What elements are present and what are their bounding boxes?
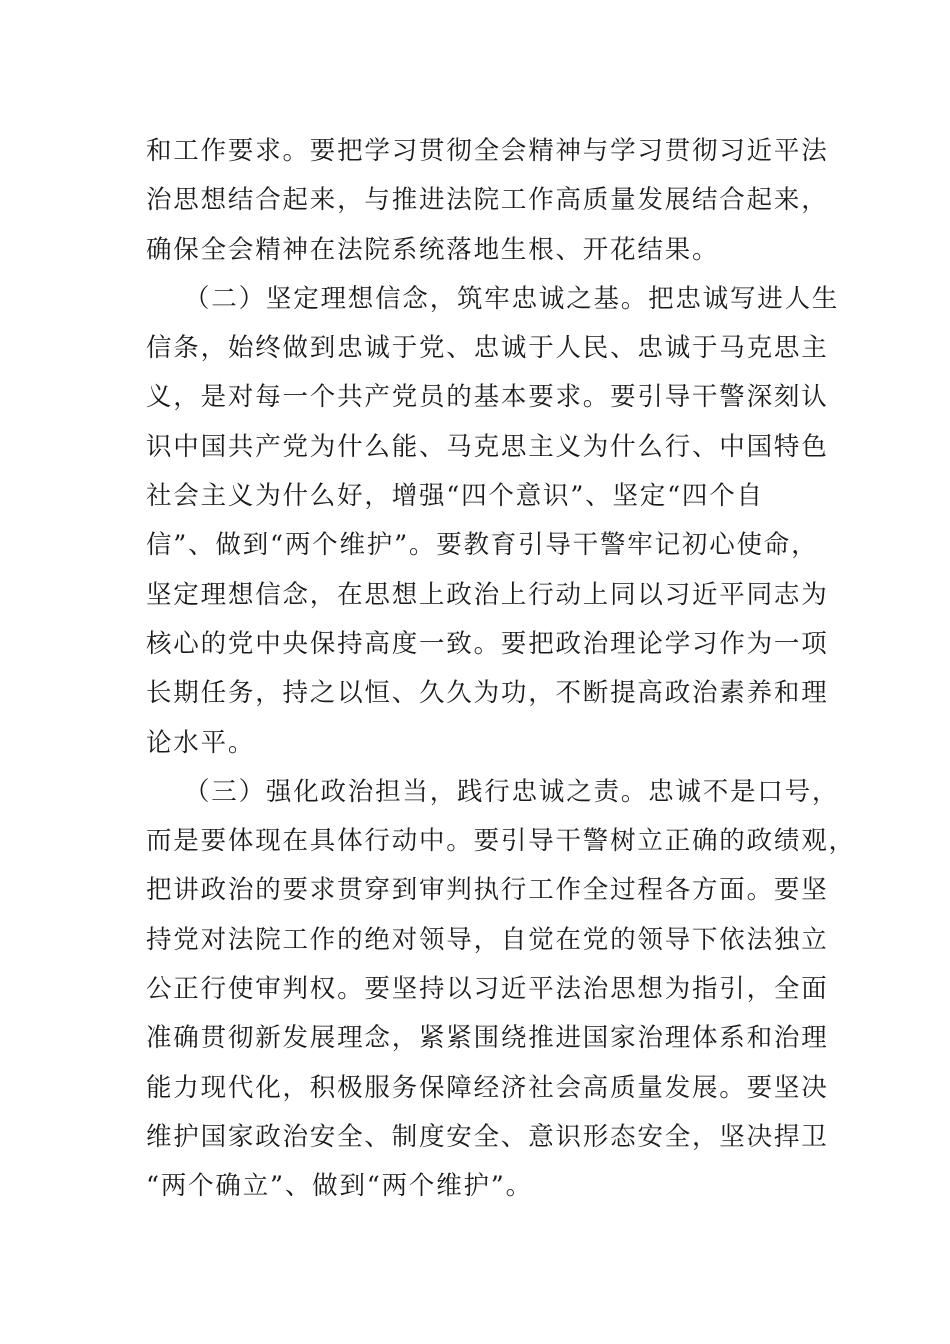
- text-line: 信”、做到“两个维护”。要教育引导干警牢记初心使命，: [146, 530, 819, 561]
- text-line: “两个确立”、做到“两个维护”。: [146, 1171, 533, 1202]
- text-line: 信条，始终做到忠诚于党、忠诚于人民、忠诚于马克思主: [146, 333, 829, 364]
- text-line: 坚定理想信念，在思想上政治上行动上同以习近平同志为: [146, 579, 829, 610]
- text-line: 把讲政治的要求贯穿到审判执行工作全过程各方面。要坚: [146, 875, 829, 906]
- text-line: 识中国共产党为什么能、马克思主义为什么行、中国特色: [146, 431, 829, 462]
- text-line: 社会主义为什么好，增强“四个意识”、坚定“四个自: [146, 481, 764, 512]
- text-line: 义，是对每一个共产党员的基本要求。要引导干警深刻认: [146, 382, 829, 413]
- document-body: [146, 127, 856, 1212]
- text-line: 治思想结合起来，与推进法院工作高质量发展结合起来，: [146, 185, 829, 216]
- text-line: 能力现代化，积极服务保障经济社会高质量发展。要坚决: [146, 1072, 829, 1103]
- text-line: 论水平。: [146, 727, 256, 758]
- text-line: 公正行使审判权。要坚持以习近平法治思想为指引，全面: [146, 974, 829, 1005]
- text-line: 维护国家政治安全、制度安全、意识形态安全，坚决捍卫: [146, 1121, 829, 1152]
- section-heading-line: （三）强化政治担当，践行忠诚之责。忠诚不是口号，: [184, 776, 840, 807]
- text-line: 准确贯彻新发展理念，紧紧围绕推进国家治理体系和治理: [146, 1023, 829, 1054]
- section-heading-line: （二）坚定理想信念，筑牢忠诚之基。把忠诚写进人生: [184, 283, 840, 314]
- text-line: 长期任务，持之以恒、久久为功，不断提高政治素养和理: [146, 678, 829, 709]
- text-line: 持党对法院工作的绝对领导，自觉在党的领导下依法独立: [146, 924, 829, 955]
- text-line: 而是要体现在具体行动中。要引导干警树立正确的政绩观，: [146, 826, 856, 857]
- text-line: 确保全会精神在法院系统落地生根、开花结果。: [146, 234, 720, 265]
- text-line: 和工作要求。要把学习贯彻全会精神与学习贯彻习近平法: [146, 136, 829, 166]
- text-line: 核心的党中央保持高度一致。要把政治理论学习作为一项: [146, 628, 829, 659]
